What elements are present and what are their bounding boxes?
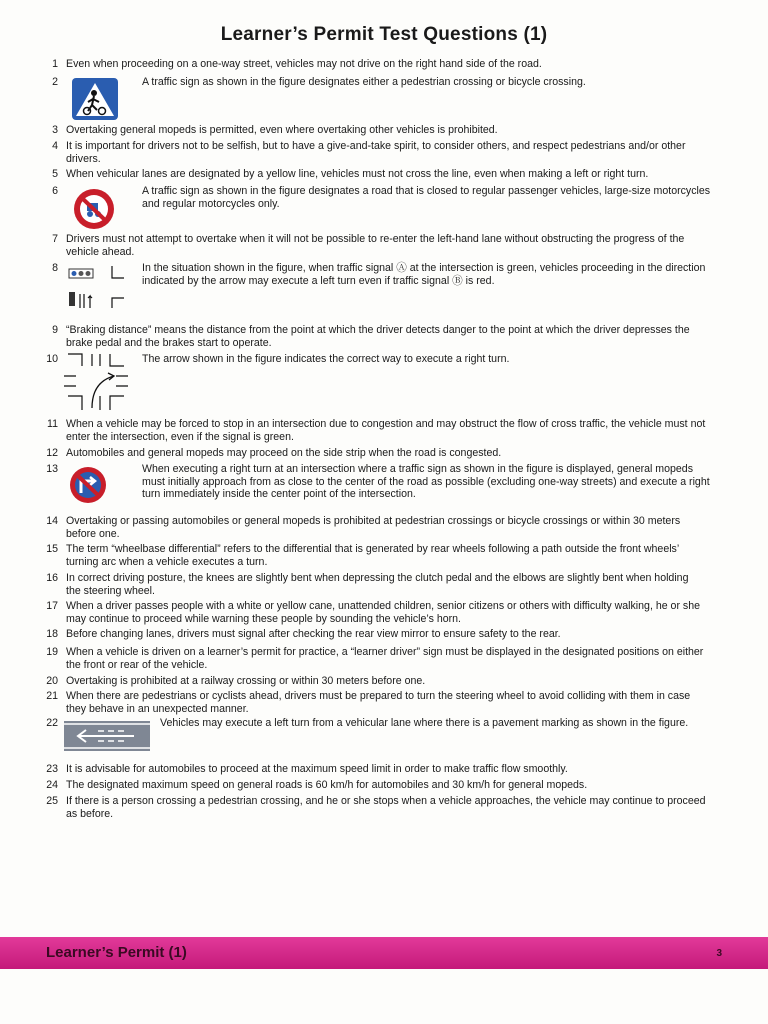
question-number: 14 [46, 515, 58, 527]
pavement-arrow-marking-icon [64, 721, 150, 751]
question-text: “Braking distance” means the distance from the point at which the driver detects danger to the point at which the driver depresses the brake pedal and the brakes start to operate. [66, 324, 690, 349]
two-stage-right-turn-sign-icon [68, 465, 108, 505]
pedestrian-bicycle-crossing-sign-icon [70, 76, 120, 122]
question-number: 21 [46, 690, 58, 702]
question-text: Drivers must not attempt to overtake when it will not be possible to re-enter the left-hand lane without obstructing the progress of the vehicle ahead. [66, 233, 685, 258]
question-text: Automobiles and general mopeds may proceed on the side strip when the road is congested. [66, 447, 502, 459]
question-number: 22 [46, 717, 58, 729]
question-text: In the situation shown in the figure, when traffic signal Ⓐ at the intersection is green, vehicles proceeding in the direction indicated by the arrow may execute a left turn even if traffic signal Ⓑ is red. [142, 262, 706, 287]
question-text: When a vehicle may be forced to stop in an intersection due to congestion and may obstruct the flow of cross traffic, the vehicle must not enter the intersection, even if the signal is green. [66, 418, 706, 443]
footer-band [0, 937, 768, 969]
question-text: Overtaking or passing automobiles or general mopeds is prohibited at pedestrian crossings or bicycle crossings or within 30 meters before one. [66, 515, 681, 540]
question-text: It is advisable for automobiles to proceed at the maximum speed limit in order to make traffic flow smoothly. [66, 763, 568, 775]
question-text: Overtaking is prohibited at a railway crossing or within 30 meters before one. [66, 675, 426, 687]
question-number: 12 [46, 447, 58, 459]
footer-title: Learner’s Permit (1) [46, 944, 187, 961]
intersection-signal-diagram-icon [66, 262, 130, 322]
question-text: A traffic sign as shown in the figure designates a road that is closed to regular passenger vehicles, large-size motorcycles and regular motorcycles only. [142, 185, 711, 210]
question-text: Vehicles may execute a left turn from a vehicular lane where there is a pavement marking as shown in the figure. [160, 717, 689, 729]
question-text: The designated maximum speed on general roads is 60 km/h for automobiles and 30 km/h for general mopeds. [66, 779, 588, 791]
question-number: 9 [52, 324, 58, 336]
question-text: In correct driving posture, the knees are slightly bent when depressing the clutch pedal and the elbows are slightly bent when holding the steering wheel. [66, 572, 689, 597]
question-text: When a vehicle is driven on a learner’s permit for practice, a “learner driver” sign must be displayed in the designated positions on either the front or rear of the vehicle. [66, 646, 704, 671]
question-number: 6 [52, 185, 58, 197]
page-title: Learner’s Permit Test Questions (1) [220, 24, 548, 45]
question-number: 20 [46, 675, 58, 687]
question-text: Even when proceeding on a one-way street, vehicles may not drive on the right hand side of the road. [66, 58, 542, 70]
question-number: 24 [46, 779, 58, 791]
question-number: 2 [52, 76, 58, 88]
question-text: A traffic sign as shown in the figure designates either a pedestrian crossing or bicycle crossing. [142, 76, 586, 88]
right-turn-arrow-diagram-icon [62, 352, 132, 412]
question-number: 25 [46, 795, 58, 807]
question-text: Overtaking general mopeds is permitted, even where overtaking other vehicles is prohibited. [66, 124, 498, 136]
question-number: 8 [52, 262, 58, 274]
question-text: Before changing lanes, drivers must signal after checking the rear view mirror to ensure safety to the rear. [66, 628, 561, 640]
question-text: When vehicular lanes are designated by a yellow line, vehicles must not cross the line, even when making a left or right turn. [66, 168, 649, 180]
question-text: The term “wheelbase differential” refers to the differential that is generated by rear wheels following a path outside the front wheels’ turning arc when a vehicle executes a turn. [66, 543, 679, 568]
question-number: 23 [46, 763, 58, 775]
question-text: If there is a person crossing a pedestrian crossing, and he or she stops when a vehicle approaches, the vehicle may continue to proceed as before. [66, 795, 706, 820]
question-number: 11 [47, 418, 58, 430]
question-number: 17 [46, 600, 58, 612]
question-number: 18 [46, 628, 58, 640]
question-number: 13 [46, 463, 58, 475]
question-number: 19 [46, 646, 58, 658]
question-number: 1 [52, 58, 58, 70]
question-text: When there are pedestrians or cyclists ahead, drivers must be prepared to turn the steering wheel to avoid colliding with them in case they behave in an unexpected manner. [66, 690, 691, 715]
question-number: 7 [52, 233, 58, 245]
question-text: It is important for drivers not to be selfish, but to have a give-and-take spirit, to consider others, and respect pedestrians and/or other drivers. [66, 140, 686, 165]
question-number: 3 [52, 124, 58, 136]
question-number: 4 [52, 140, 58, 152]
question-number: 15 [46, 543, 58, 555]
page-number: 3 [716, 948, 722, 959]
question-number: 5 [52, 168, 58, 180]
question-text: When executing a right turn at an intersection where a traffic sign as shown in the figure is displayed, general mopeds must initially approach from as close to the center of the road as possible (excluding one-way streets) and execute a right turn immediately inside the center point of the intersection. [142, 463, 710, 500]
question-number: 10 [46, 353, 58, 365]
road-closed-sign-icon [72, 187, 116, 231]
question-text: When a driver passes people with a white or yellow cane, unattended children, senior citizens or others with difficulty walking, he or she may continue to proceed while warning these people by sounding the vehicle’s horn. [66, 600, 700, 625]
question-number: 16 [46, 572, 58, 584]
question-text: The arrow shown in the figure indicates the correct way to execute a right turn. [142, 353, 510, 365]
